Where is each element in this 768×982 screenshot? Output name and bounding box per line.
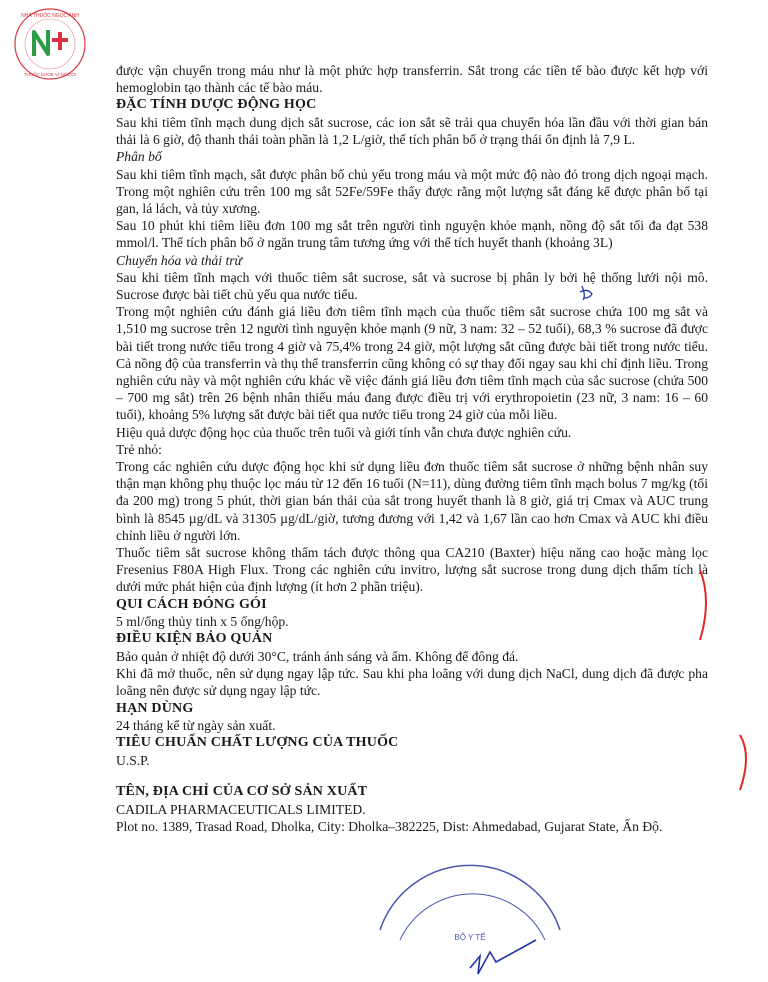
body-paragraph: Sau 10 phút khi tiêm liều đơn 100 mg sắt trên người tình nguyện khỏe mạnh, nồng độ sắt tối đa đạt 538 mmol/l. Thể tích phân bố ở ngăn trung tâm tương ứng với thể tích huyết thanh (khoảng 3L) (116, 218, 708, 251)
body-paragraph: Sau khi tiêm tĩnh mạch dung dịch sắt sucrose, các ion sắt sẽ trải qua chuyển hóa lần đầu với thời gian bán thải là 6 giờ, độ thanh thải toàn phần là 1,2 L/giờ, thể tích phân bố ở trạng thái ổn định là 7,9 L. (116, 115, 708, 148)
body-paragraph: Trong một nghiên cứu đánh giá liều đơn tiêm tĩnh mạch của thuốc tiêm sắt sucrose chứa 100 mg sắt và 1,510 mg sucrose trên 12 người tình nguyện khỏe mạnh (9 nữ, 3 nam: 32 – 52 tuổi), 68,3 % sucrose đã được bài tiết trong nước tiểu trong 4 giờ và 75,4% trong 24 giờ, một lượng sắt cũng được bài tiết trong nước tiểu. Cả nồng độ của transferrin và thụ thể transferrin cũng không có sự thay đổi ngay sau khi chỉ định liều. Trong nghiên cứu này và một nghiên cứu khác về việc đánh giá liều đơn tiêm tĩnh mạch của sắc sucrose (chứa 500 – 700 mg sắt) trên 26 bệnh nhân thiếu máu đang được điều trị với erythropoietin (23 nữ, 3 nam: 16 – 60 tuổi), khoảng 5% lượng sắt được bài tiết qua nước tiểu trong 24 giờ của mỗi liều. (116, 304, 708, 423)
section-heading: TÊN, ĐỊA CHỈ CỦA CƠ SỞ SẢN XUẤT (116, 784, 368, 800)
body-paragraph: Thuốc tiêm sắt sucrose không thẩm tách được thông qua CA210 (Baxter) hiệu năng cao hoặc màng lọc Fresenius F80A High Flux. Trong các nghiên cứu invitro, lượng sắt sucrose trong dung dịch thẩm tích là dưới mức phát hiện của định lượng (ít hơn 2 phần triệu). (116, 545, 708, 595)
section-heading: QUI CÁCH ĐÓNG GÓI (116, 596, 267, 612)
initial-mark (580, 286, 592, 300)
section-heading: ĐẶC TÍNH DƯỢC ĐỘNG HỌC (116, 97, 317, 113)
body-paragraph: Sau khi tiêm tĩnh mạch, sắt được phân bố chủ yếu trong máu và một mức độ nào đó trong dịch ngoại mạch. Trong một nghiên cứu trên 100 mg sắt 52Fe/59Fe thấy được rằng một lượng sắt đáng kể được phân bố tại gan, lá lách, và tủy xương. (116, 166, 708, 217)
body-paragraph: được vận chuyển trong máu như là một phức hợp transferrin. Sắt trong các tiền tế bào được kết hợp với hemoglobin tạo thành các tế bào máu. (116, 63, 708, 96)
body-paragraph: 5 ml/ống thủy tinh x 5 ống/hộp. (116, 614, 289, 630)
body-paragraph: Sau khi tiêm tĩnh mạch với thuốc tiêm sắt sucrose, sắt và sucrose bị phân ly bởi hệ thống lưới nội mô. Sucrose được bài tiết chủ yếu qua nước tiểu. (116, 269, 708, 303)
red-bracket-mark-2 (740, 735, 746, 790)
section-heading: ĐIỀU KIỆN BẢO QUẢN (116, 631, 273, 647)
svg-text:BỘ Y TẾ: BỘ Y TẾ (454, 933, 486, 942)
subsection-heading: Chuyển hóa và thải trừ (116, 252, 242, 268)
body-paragraph: Bảo quản ở nhiệt độ dưới 30°C, tránh ánh sáng và ẩm. Không để đông đá. (116, 649, 519, 665)
body-paragraph: Trẻ nhỏ: (116, 441, 162, 457)
red-bracket-mark (700, 570, 706, 640)
body-paragraph: Hiệu quả dược động học của thuốc trên tuổi và giới tính vẫn chưa được nghiên cứu. (116, 424, 572, 440)
stamp-mark (380, 865, 560, 942)
body-paragraph: Trong các nghiên cứu dược động học khi sử dụng liều đơn thuốc tiêm sắt sucrose ở những bệnh nhân suy thận mạn không phụ thuộc lọc máu từ 12 đến 16 tuổi (N=11), dùng đường tiêm tĩnh mạch bolus 7 mg/kg (tối đa 200 mg) trong 5 phút, thời gian bán thải của sắt trong huyết thanh là 8 giờ, giá trị Cmax và AUC trung bình là 8545 µg/dL và 31305 µg/dL/giờ, tương đương với 1,42 và 1,67 lần cao hơn Cmax và AUC khi điều chỉnh liều ở người lớn. (116, 459, 708, 543)
body-paragraph: CADILA PHARMACEUTICALS LIMITED. (116, 801, 366, 817)
section-heading: HẠN DÙNG (116, 700, 194, 716)
svg-text:THUỐC KHỎE VÌ NGƯỜI: THUỐC KHỎE VÌ NGƯỜI (23, 72, 77, 77)
svg-text:NHÀ THUỐC NGỌC ANH: NHÀ THUỐC NGỌC ANH (21, 13, 79, 19)
body-paragraph: 24 tháng kể từ ngày sản xuất. (116, 718, 276, 734)
body-paragraph: Plot no. 1389, Trasad Road, Dholka, City: Dholka–382225, Dist: Ahmedabad, Gujarat State, Ấn Độ. (116, 819, 663, 835)
subsection-heading: Phân bố (116, 149, 162, 165)
section-heading: TIÊU CHUẨN CHẤT LƯỢNG CỦA THUỐC (116, 735, 399, 751)
body-paragraph: U.S.P. (116, 753, 150, 769)
signature (470, 940, 536, 974)
body-paragraph: Khi đã mở thuốc, nên sử dụng ngay lập tức. Sau khi pha loãng với dung dịch NaCl, dung dịch đã được pha loãng nên được sử dụng ngay lập tức. (116, 666, 708, 699)
